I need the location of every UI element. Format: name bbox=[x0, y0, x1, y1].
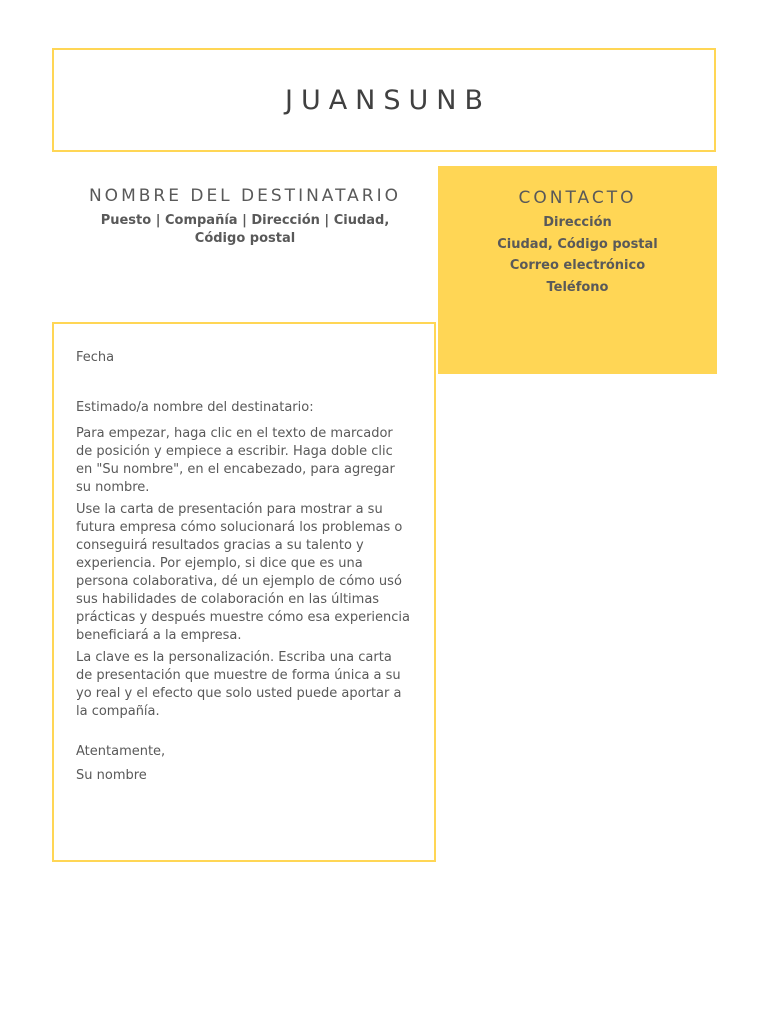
letter-body bbox=[52, 322, 436, 862]
recipient-name[interactable]: NOMBRE DEL DESTINATARIO bbox=[88, 186, 402, 206]
contact-phone[interactable]: Teléfono bbox=[546, 279, 609, 295]
contact-box bbox=[438, 166, 717, 374]
letter-salutation[interactable]: Estimado/a nombre del destinatario: bbox=[76, 400, 314, 415]
contact-email[interactable]: Correo electrónico bbox=[509, 258, 646, 273]
sender-name[interactable]: JUANSUNB bbox=[284, 84, 491, 116]
recipient-block bbox=[52, 186, 438, 248]
letter-paragraph-3[interactable]: La clave es la personalización. Escriba una carta de presentación que muestre de forma única a su yo real y el efecto que solo usted puede aportar a la compañía. bbox=[76, 650, 402, 719]
letter-signature[interactable]: Su nombre bbox=[76, 768, 147, 783]
letter-closing[interactable]: Atentamente, bbox=[76, 744, 166, 759]
recipient-details[interactable]: Puesto | Compañía | Dirección | Ciudad, Código postal bbox=[100, 213, 390, 246]
contact-address[interactable]: Dirección bbox=[543, 215, 612, 230]
letter-date[interactable]: Fecha bbox=[76, 350, 115, 365]
letter-paragraph-2[interactable]: Use la carta de presentación para mostrar a su futura empresa cómo solucionará los problemas o conseguirá resultados gracias a su talento y experiencia. Por ejemplo, si dice que es una persona colaborativa, dé un ejemplo de cómo usó sus habilidades de colaboración en las últimas prácticas y después muestre cómo esa experiencia beneficiará a la empresa. bbox=[76, 502, 410, 643]
contact-title: CONTACTO bbox=[518, 188, 637, 208]
letter-paragraph-1[interactable]: Para empezar, haga clic en el texto de marcador de posición y empiece a escribir. Haga doble clic en "Su nombre", en el encabezado, para agregar su nombre. bbox=[76, 426, 395, 495]
contact-city[interactable]: Ciudad, Código postal bbox=[497, 236, 658, 252]
header-box bbox=[52, 48, 716, 152]
